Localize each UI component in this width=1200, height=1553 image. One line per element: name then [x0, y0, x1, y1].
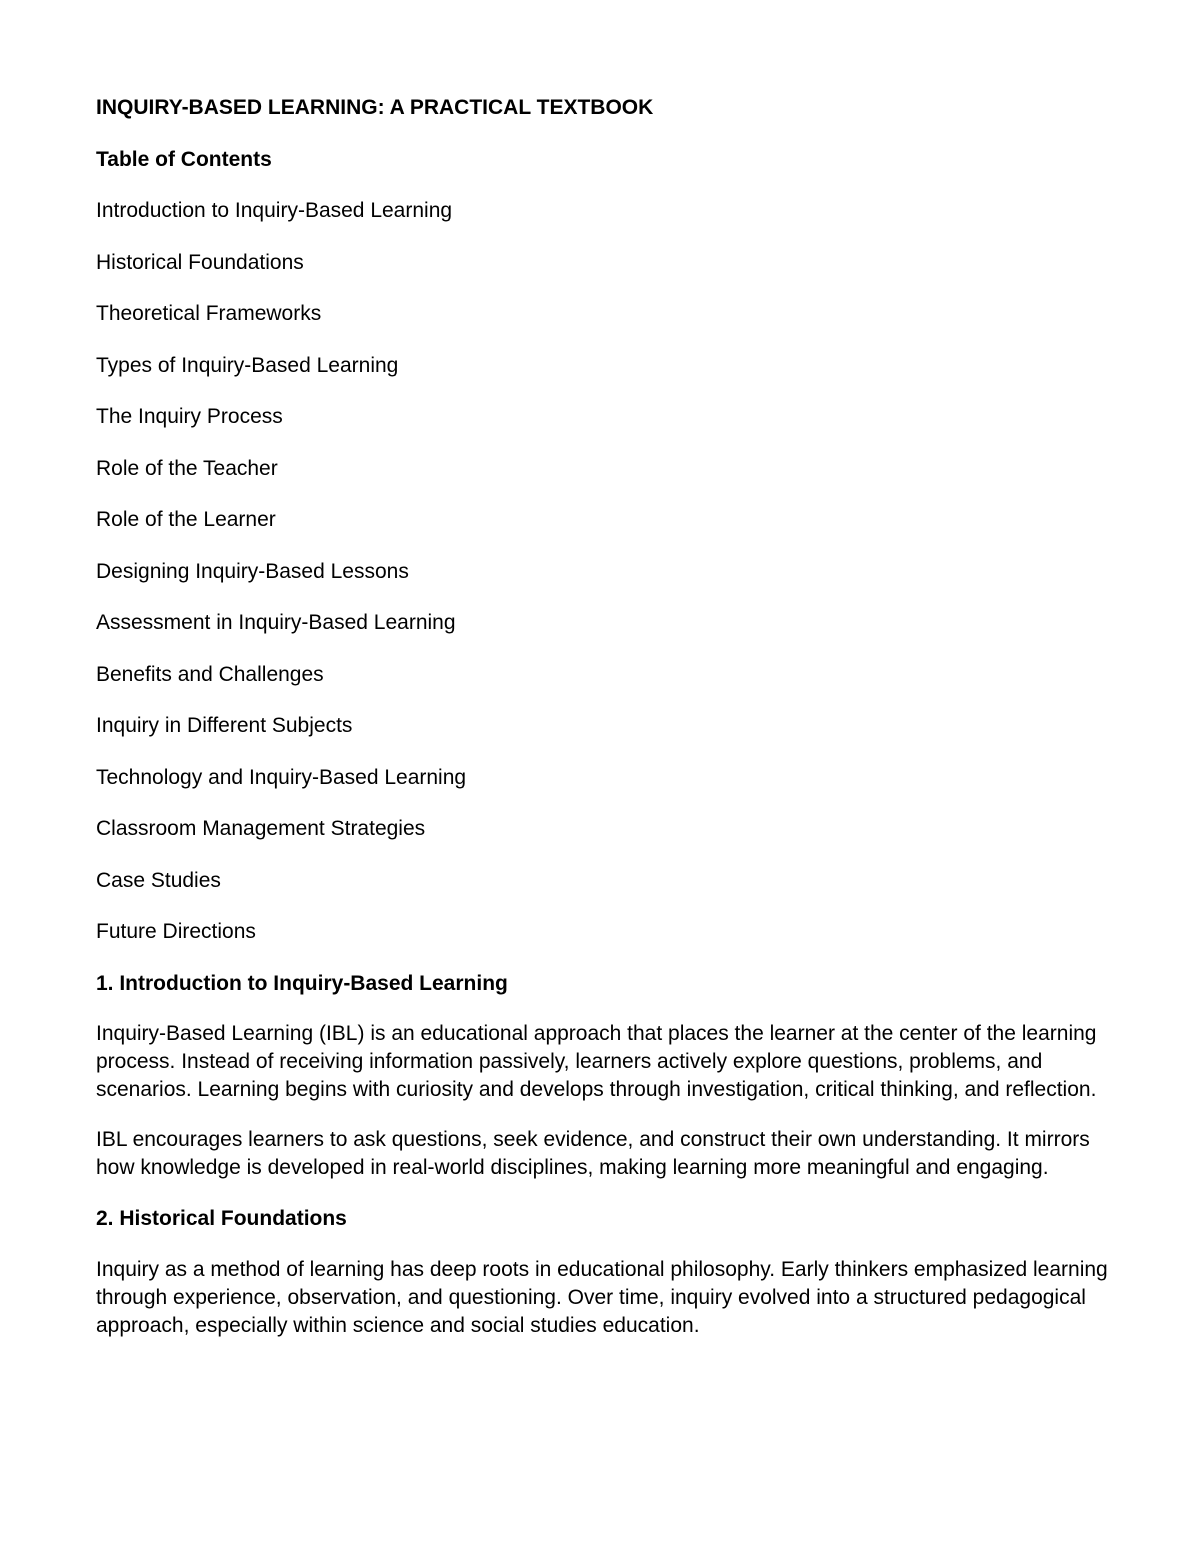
document-title: INQUIRY-BASED LEARNING: A PRACTICAL TEXTBOOK [96, 96, 654, 119]
toc-item-introduction: Introduction to Inquiry-Based Learning [96, 199, 453, 222]
section-paragraph: Inquiry-Based Learning (IBL) is an educational approach that places the learner at the center of the learning process. Instead of receiving information passively, learners actively explore questions, problems, and scenarios. Learning begins with curiosity and develops through investigation, critical thinking, and reflection. [96, 1022, 1097, 1101]
toc-item-theoretical-frameworks: Theoretical Frameworks [96, 302, 322, 325]
section-paragraph: IBL encourages learners to ask questions, seek evidence, and construct their own understanding. It mirrors how knowledge is developed in real-world disciplines, making learning more meaningful and engaging. [96, 1128, 1090, 1179]
toc-item-classroom-management: Classroom Management Strategies [96, 817, 426, 840]
toc-item-benefits-challenges: Benefits and Challenges [96, 662, 324, 686]
toc-item-inquiry-process: The Inquiry Process [96, 405, 283, 428]
toc-item-future-directions: Future Directions [96, 920, 256, 943]
toc-item-role-learner: Role of the Learner [96, 508, 276, 531]
toc-item-historical-foundations: Historical Foundations [96, 250, 304, 274]
toc-item-assessment: Assessment in Inquiry-Based Learning [96, 611, 456, 634]
toc-item-case-studies: Case Studies [96, 868, 221, 892]
toc-heading: Table of Contents [96, 147, 272, 171]
toc-item-different-subjects: Inquiry in Different Subjects [96, 714, 353, 737]
section-heading-introduction: 1. Introduction to Inquiry-Based Learning [96, 971, 508, 995]
section-paragraph: Inquiry as a method of learning has deep roots in educational philosophy. Early thinkers emphasized learning through experience, observation, and questioning. Over time, inquiry evolved into a structured pedagogical approach, especially within science and social studies education. [96, 1257, 1108, 1337]
toc-item-technology: Technology and Inquiry-Based Learning [96, 765, 467, 789]
toc-item-role-teacher: Role of the Teacher [96, 456, 278, 480]
document-page [96, 93, 1116, 1362]
toc-item-types: Types of Inquiry-Based Learning [96, 353, 399, 377]
toc-item-designing-lessons: Designing Inquiry-Based Lessons [96, 559, 409, 583]
section-heading-historical-foundations: 2. Historical Foundations [96, 1207, 347, 1230]
